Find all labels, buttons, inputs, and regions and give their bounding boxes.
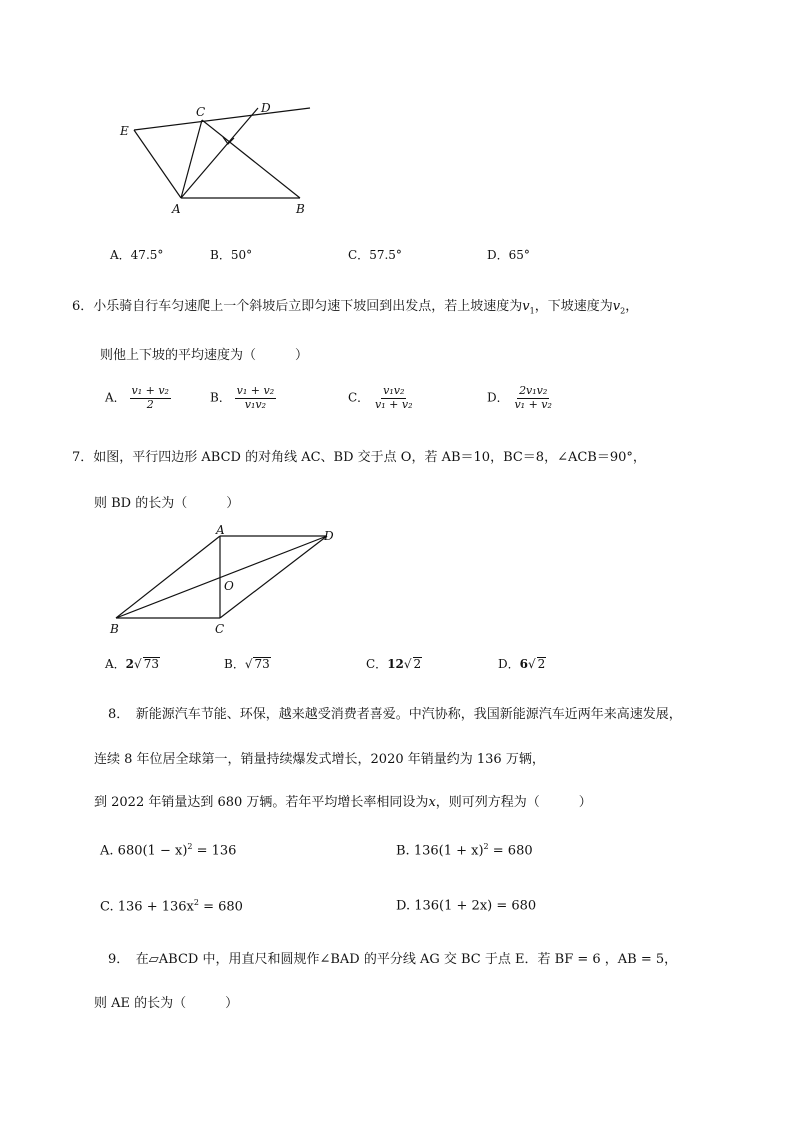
option-letter: B． — [210, 248, 231, 262]
fig1-option-d[interactable] — [487, 246, 530, 263]
fraction — [235, 385, 276, 411]
exponent: 2 — [187, 842, 193, 851]
numerator: v₁ + v₂ — [131, 384, 169, 397]
q6-v2-sub: 2 — [620, 306, 626, 316]
q8-stem-line3 — [94, 791, 592, 810]
fraction — [512, 385, 553, 411]
radicand: 2 — [413, 657, 422, 671]
label-c: C — [215, 622, 225, 636]
q6-number: 6． — [72, 299, 94, 314]
radical-sign: √ — [244, 657, 253, 671]
option-letter: A． — [105, 390, 126, 405]
q7-stem-line2: 则 BD 的长为（ ） — [94, 496, 240, 511]
option-letter: B． — [224, 657, 245, 671]
q8-option-d[interactable] — [396, 897, 536, 913]
option-letter: C． — [348, 390, 370, 405]
option-value: 47.5° — [130, 248, 164, 262]
q9-stem-line2: 则 AE 的长为（ ） — [94, 996, 239, 1011]
numerator: 2v₁v₂ — [519, 384, 548, 397]
option-value: 57.5° — [369, 248, 402, 262]
radicand: 73 — [143, 657, 159, 671]
segment-bd — [116, 536, 327, 618]
segment-ed — [134, 108, 310, 130]
option-expression: 136 + 136x — [117, 899, 194, 915]
q8-option-c[interactable] — [100, 898, 243, 914]
option-letter: D． — [487, 248, 509, 262]
q6-option-a[interactable] — [105, 385, 171, 411]
radical-sign: √ — [527, 657, 536, 671]
option-letter: B． — [210, 390, 231, 405]
q8-option-b[interactable] — [396, 842, 533, 858]
figure-parallelogram — [100, 525, 350, 640]
exponent: 2 — [193, 898, 199, 907]
option-value: 50° — [230, 248, 253, 262]
label-d: D — [324, 529, 334, 543]
q6-option-c[interactable] — [348, 385, 414, 411]
q6-stem-line1 — [72, 295, 638, 316]
option-letter: A． — [105, 657, 126, 671]
q7-option-d[interactable] — [498, 655, 546, 672]
denominator: v₁ + v₂ — [375, 397, 413, 411]
option-letter: C． — [366, 657, 388, 671]
coefficient: 6 — [519, 657, 528, 671]
label-e: E — [120, 124, 129, 138]
q6-text-b: ，下坡速度为 — [534, 299, 613, 314]
option-letter: C. — [100, 899, 114, 915]
denominator: v₁ + v₂ — [514, 397, 552, 411]
option-expression: 136(1 + x) — [413, 843, 484, 859]
fig1-option-a[interactable] — [110, 246, 163, 263]
radicand: 73 — [254, 657, 270, 671]
q7-stem-line1: 7．如图，平行四边形 ABCD 的对角线 AC、BD 交于点 O，若 AB＝10，BC＝8，∠ACB＝90°， — [72, 450, 646, 465]
q9-stem-line1: 9． 在▱ABCD 中，用直尺和圆规作∠BAD 的平分线 AG 交 BC 于点 E．若 BF = 6 ，AB = 5， — [108, 952, 678, 967]
q6-v1: v — [522, 299, 530, 314]
label-a: A — [172, 202, 181, 216]
q7-option-a[interactable] — [105, 655, 160, 672]
coefficient: 12 — [387, 657, 404, 671]
figure-triangles — [110, 95, 330, 220]
q6-option-d[interactable] — [487, 385, 554, 411]
fig1-option-b[interactable] — [210, 246, 252, 263]
label-a: A — [216, 525, 225, 537]
label-d: D — [261, 101, 271, 115]
numerator: v₁ + v₂ — [236, 384, 275, 397]
option-letter: B. — [396, 843, 410, 859]
radical-sign: √ — [403, 657, 412, 671]
q8-stem-line2: 连续 8 年位居全球第一，销量持续爆发式增长，2020 年销量约为 136 万辆， — [94, 752, 545, 767]
label-c: C — [196, 105, 206, 119]
q8-stem-line1: 8． 新能源汽车节能、环保，越来越受消费者喜爱。中汽协称，我国新能源汽车近两年来高速发展， — [108, 707, 682, 722]
label-o: O — [224, 579, 234, 593]
option-rest: = 136 — [192, 843, 237, 859]
fig1-option-c[interactable] — [348, 246, 402, 263]
denominator: v₁v₂ — [244, 397, 267, 411]
q6-v2: v — [612, 299, 621, 314]
q6-v1-sub: 1 — [529, 306, 535, 316]
radical-sign: √ — [134, 657, 142, 671]
segment-ba — [116, 536, 220, 618]
option-letter: A. — [100, 843, 114, 859]
option-expression: 136(1 + 2x) = 680 — [414, 898, 537, 914]
label-b: B — [110, 622, 119, 636]
option-letter: A． — [110, 248, 131, 262]
option-expression: 680(1 − x) — [117, 843, 188, 859]
q6-stem-line2: 则他上下坡的平均速度为（ ） — [100, 348, 309, 363]
numerator: v₁v₂ — [383, 384, 405, 397]
option-letter: D． — [487, 390, 509, 405]
q7-option-b[interactable] — [224, 655, 271, 672]
option-rest: = 680 — [198, 899, 243, 915]
option-value: 65° — [508, 248, 530, 262]
q8-option-a[interactable] — [100, 842, 236, 858]
option-letter: D． — [498, 657, 520, 671]
denominator: 2 — [146, 397, 154, 411]
fraction — [373, 385, 414, 411]
q7-option-c[interactable] — [366, 655, 422, 672]
q8-text-a: 到 2022 年销量达到 680 万辆。若年平均增长率相同设为 — [94, 795, 429, 810]
label-b: B — [296, 202, 305, 216]
segment-cb — [202, 120, 300, 198]
segment-ea — [134, 130, 181, 198]
option-letter: D. — [396, 898, 411, 914]
option-letter: C． — [348, 248, 370, 262]
fraction — [130, 385, 171, 411]
q6-text-c: ， — [625, 299, 639, 314]
segment-cd — [220, 536, 327, 618]
radicand: 2 — [537, 657, 546, 671]
option-rest: = 680 — [488, 843, 533, 859]
q6-text-a: 小乐骑自行车匀速爬上一个斜坡后立即匀速下坡回到出发点，若上坡速度为 — [93, 299, 523, 314]
exponent: 2 — [483, 842, 489, 851]
q8-variable-x: x — [428, 795, 436, 810]
q6-option-b[interactable] — [210, 385, 276, 411]
coefficient: 2 — [125, 657, 135, 671]
q8-text-b: ，则可列方程为（ ） — [435, 795, 592, 810]
